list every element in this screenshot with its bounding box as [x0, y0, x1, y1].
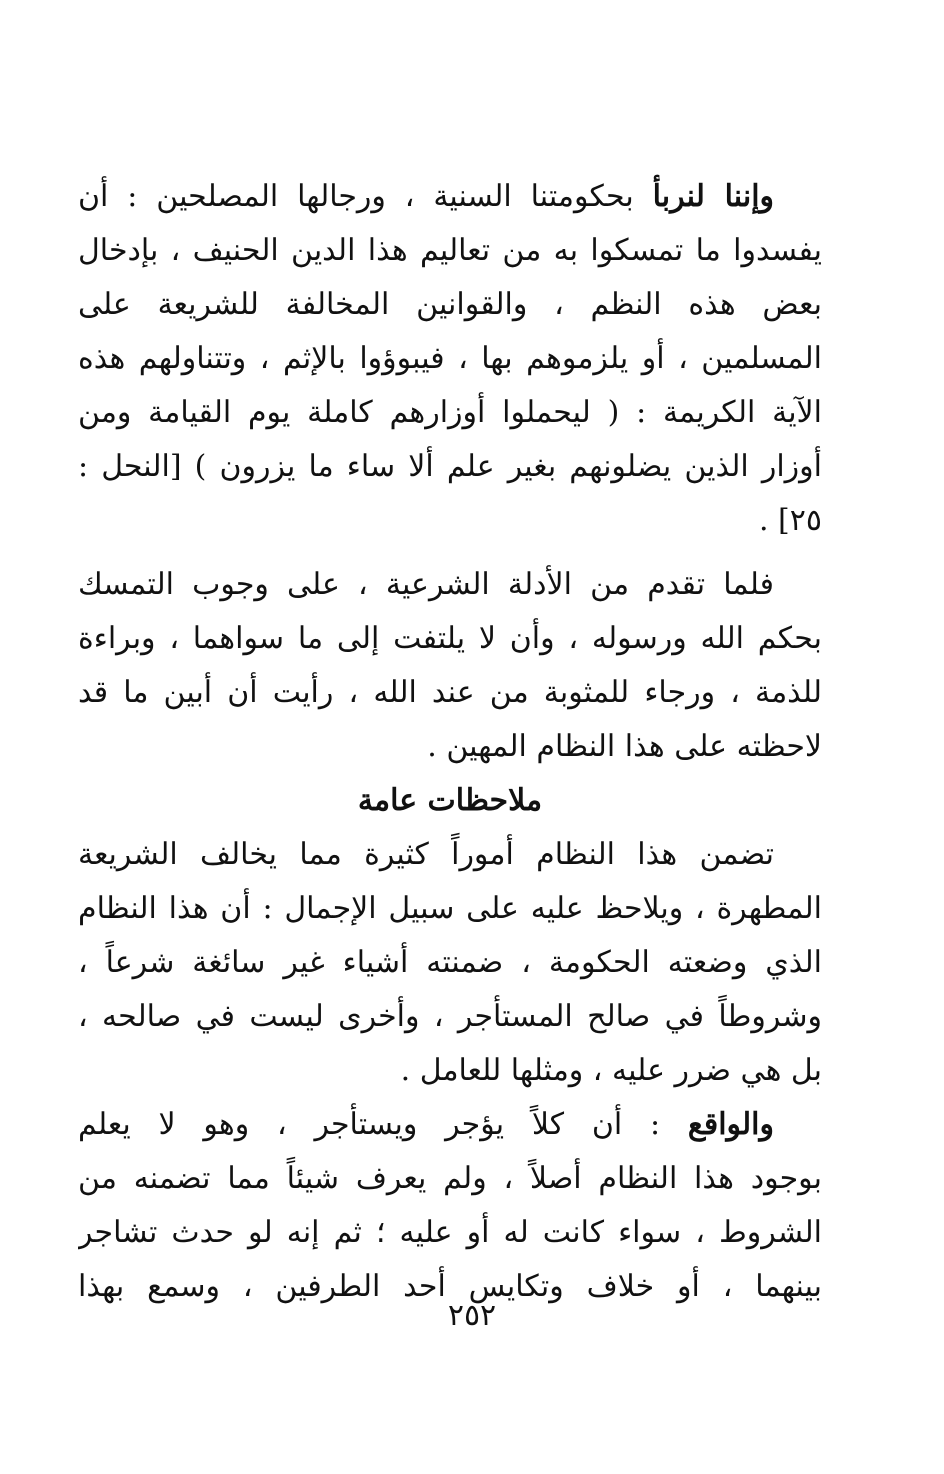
page-number: ٢٥٢ — [447, 1298, 497, 1333]
bold-lead-phrase: وإننا لنربأ — [652, 179, 775, 214]
paragraph — [78, 170, 822, 548]
text-line: وإننا لنربأ بحكومتنا السنية ، ورجالها المصلحين : أن — [78, 179, 775, 214]
text-line: المطهرة ، ويلاحظ عليه على سبيل الإجمال : أن هذا النظام — [78, 891, 822, 926]
text-line: فلما تقدم من الأدلة الشرعية ، على وجوب التمسك — [78, 567, 774, 602]
text-line: ٢٥] . — [758, 503, 822, 538]
bold-lead-phrase: والواقع — [687, 1107, 774, 1142]
text-line: الآية الكريمة : ( ليحملوا أوزارهم كاملة يوم القيامة ومن — [78, 395, 822, 430]
text-line: وشروطاً في صالح المستأجر ، وأخرى ليست في صالحه ، — [78, 999, 822, 1034]
text-line: بينهما ، أو خلاف وتكايس أحد الطرفين ، وسمع بهذا — [78, 1269, 822, 1304]
text-line: لاحظته على هذا النظام المهين . — [427, 729, 822, 764]
paragraph — [78, 558, 822, 774]
text-line: بل هي ضرر عليه ، ومثلها للعامل . — [400, 1053, 822, 1088]
text-line: المسلمين ، أو يلزموهم بها ، فيبوؤوا بالإثم ، وتتناولهم هذه — [78, 341, 822, 376]
section-heading: ملاحظات عامة — [357, 783, 543, 818]
text-line: بحكم الله ورسوله ، وأن لا يلتفت إلى ما سواهما ، وبراءة — [78, 621, 822, 656]
document-body — [78, 170, 822, 1314]
text-line: والواقع : أن كلاً يؤجر ويستأجر ، وهو لا يعلم — [78, 1107, 774, 1142]
paragraph — [78, 1098, 822, 1314]
text-line: الشروط ، سواء كانت له أو عليه ؛ ثم إنه لو حدث تشاجر — [78, 1215, 822, 1250]
text-line: تضمن هذا النظام أموراً كثيرة مما يخالف الشريعة — [78, 837, 774, 872]
text-line: يفسدوا ما تمسكوا به من تعاليم هذا الدين الحنيف ، بإدخال — [78, 233, 822, 268]
text-line: بعض هذه النظم ، والقوانين المخالفة للشريعة على — [78, 287, 822, 322]
text-line: أوزار الذين يضلونهم بغير علم ألا ساء ما يزرون ) [النحل : — [78, 449, 822, 484]
text-line: للذمة ، ورجاء للمثوبة من عند الله ، رأيت أن أبين ما قد — [78, 675, 822, 710]
text-line: الذي وضعته الحكومة ، ضمنته أشياء غير سائغة شرعاً ، — [78, 945, 822, 980]
paragraph-gap — [78, 548, 822, 558]
paragraph — [78, 828, 822, 1098]
text-line: بوجود هذا النظام أصلاً ، ولم يعرف شيئاً مما تضمنه من — [78, 1161, 822, 1196]
